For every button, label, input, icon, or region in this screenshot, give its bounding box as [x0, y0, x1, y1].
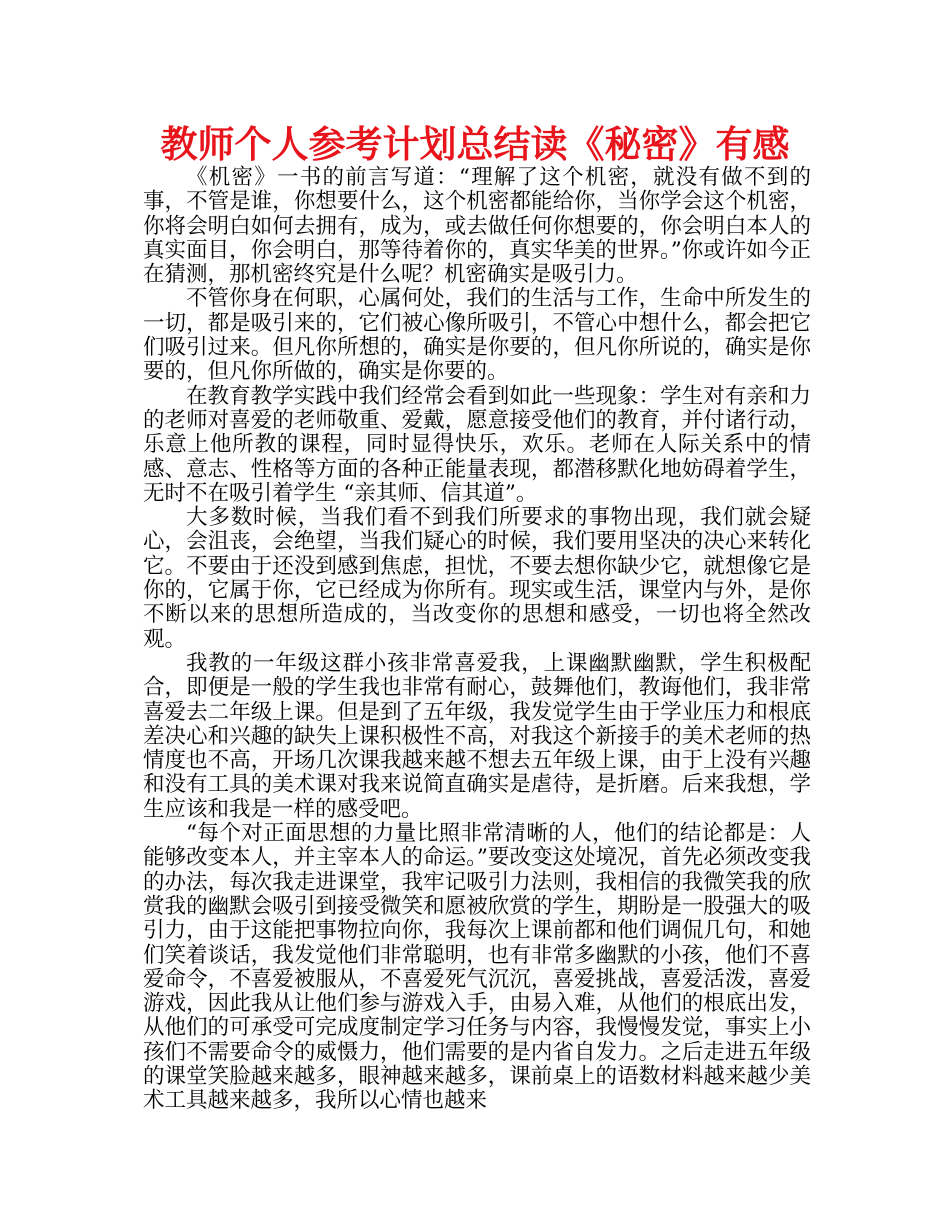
document-body — [143, 166, 811, 1114]
paragraph: 我教的一年级这群小孩非常喜爱我，上课幽默幽默，学生积极配合，即便是一般的学生我也非常有耐心，鼓舞他们，教诲他们，我非常喜爱去二年级上课。但是到了五年级，我发觉学生由于学业压力和根底差决心和兴趣的缺失上课积极性不高，对我这个新接手的美术老师的热情度也不高，开场几次课我越来越不想去五年级上课，由于上没有兴趣和没有工具的美术课对我来说简直确实是虐待，是折磨。后来我想，学生应该和我是一样的感受吧。 — [143, 650, 811, 822]
paragraph: 在教育教学实践中我们经常会看到如此一些现象：学生对有亲和力的老师对喜爱的老师敬重、爱戴，愿意接受他们的教育，并付诸行动，乐意上他所教的课程，同时显得快乐，欢乐。老师在人际关系中的情感、意志、性格等方面的各种正能量表现，都潜移默化地妨碍着学生，无时不在吸引着学生 “亲其师、信其道”。 — [143, 383, 811, 506]
document-title: 教师个人参考计划总结读《秘密》有感 — [160, 123, 790, 166]
paragraph: “每个对正面思想的力量比照非常清晰的人，他们的结论都是：人能够改变本人，并主宰本人的命运。”要改变这处境况，首先必须改变我的办法，每次我走进课堂，我牢记吸引力法则，我相信的我微笑我的欣赏我的幽默会吸引到接受微笑和愿被欣赏的学生，期盼是一股强大的吸引力，由于这能把事物拉向你，我每次上课前都和他们调侃几句，和她们笑着谈话，我发觉他们非常聪明，也有非常多幽默的小孩，他们不喜爱命令，不喜爱被服从，不喜爱死气沉沉，喜爱挑战，喜爱活泼，喜爱游戏，因此我从让他们参与游戏入手，由易入难，从他们的根底出发，从他们的可承受可完成度制定学习任务与内容，我慢慢发觉，事实上小孩们不需要命令的威慑力，他们需要的是内省自发力。之后走进五年级的课堂笑脸越来越多，眼神越来越多，课前桌上的语数材料越来越少美术工具越来越多，我所以心情也越来 — [143, 821, 811, 1114]
paragraph: 《机密》一书的前言写道：“理解了这个机密，就没有做不到的事，不管是谁，你想要什么，这个机密都能给你，当你学会这个机密，你将会明白如何去拥有，成为，或去做任何你想要的，你会明白本人的真实面目，你会明白，那等待着你的，真实华美的世界。”你或许如今正在猜测，那机密终究是什么呢？机密确实是吸引力。 — [143, 165, 811, 288]
paragraph: 不管你身在何职，心属何处，我们的生活与工作，生命中所发生的一切，都是吸引来的，它们被心像所吸引，不管心中想什么，都会把它们吸引过来。但凡你所想的，确实是你要的，但凡你所说的，确实是你要的，但凡你所做的，确实是你要的。 — [143, 286, 811, 385]
paragraph: 大多数时候，当我们看不到我们所要求的事物出现，我们就会疑心，会沮丧，会绝望，当我们疑心的时候，我们要用坚决的决心来转化它。不要由于还没到感到焦虑，担忧，不要去想你缺少它，就想像它是你的，它属于你，它已经成为你所有。现实或生活，课堂内与外，是你不断以来的思想所造成的，当改变你的思想和感受，一切也将全然改观。 — [143, 505, 811, 652]
